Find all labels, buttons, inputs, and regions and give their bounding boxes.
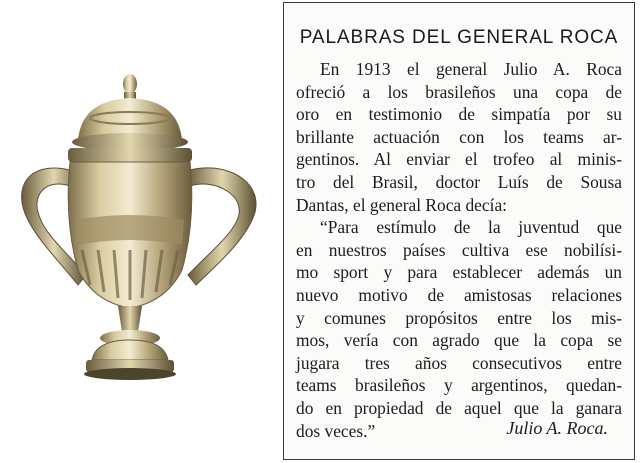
quote-line: jugara tres años consecutivos entre	[296, 352, 622, 373]
trophy-cup-icon	[6, 70, 274, 390]
body-line: oro en testimonio de simpatía por su	[296, 104, 622, 125]
quote-line: nuevo motivo de amistosas relaciones	[296, 284, 622, 305]
quote-line: mo sport y para establecer además un	[296, 262, 622, 283]
signature: Julio A. Roca.	[506, 418, 608, 438]
quote-line: mos, vería con agrado que la copa se	[296, 330, 622, 351]
quote-line: do en propiedad de aquel que la ganara	[296, 397, 622, 418]
quote-line: teams brasileños y argentinos, quedan-	[296, 375, 622, 396]
article-body	[296, 58, 622, 442]
quote-line: en nuestros países cultiva ese nobilísi-	[296, 239, 622, 260]
body-line: brillante actuación con los teams ar-	[296, 126, 622, 147]
body-line: Dantas, el general Roca decía:	[296, 194, 507, 215]
body-line: tro del Brasil, doctor Luís de Sousa	[296, 171, 622, 192]
article-title: PALABRAS DEL GENERAL ROCA	[299, 27, 619, 48]
body-line: gentinos. Al enviar el trofeo al minis-	[296, 149, 622, 170]
quote-line: dos veces.”	[296, 420, 376, 441]
quote-line: y comunes propósitos entre los mis-	[296, 307, 622, 328]
body-line: En 1913 el general Julio A. Roca	[320, 59, 622, 79]
quote-line: “Para estímulo de la juventud que	[320, 217, 622, 238]
article-box	[283, 2, 635, 460]
body-line: ofreció a los brasileños una copa de	[296, 81, 622, 102]
